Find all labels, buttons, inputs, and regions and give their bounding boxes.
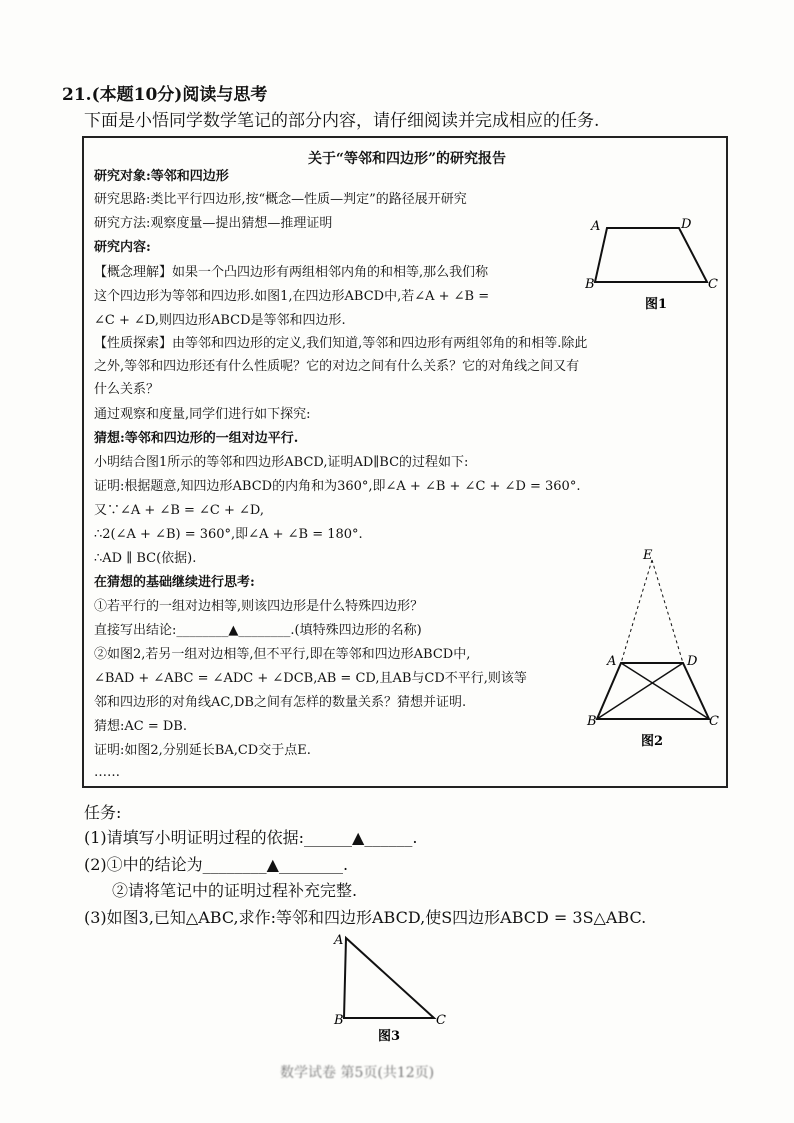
- figure-1-label: 图1: [645, 297, 668, 312]
- fig2-point-label: A: [607, 654, 617, 669]
- report-line: 又∵∠A + ∠B = ∠C + ∠D,: [94, 503, 265, 518]
- figure-2: [585, 545, 725, 755]
- report-line: 【性质探索】由等邻和四边形的定义,我们知道,等邻和四边形有两组邻角的和相等.除此: [94, 336, 588, 351]
- report-line: 猜想:等邻和四边形的一组对边平行.: [94, 431, 299, 446]
- fig2-point-label: D: [687, 654, 698, 669]
- report-line: 证明:如图2,分别延长BA,CD交于点E.: [94, 743, 311, 758]
- fig1-point-label: C: [708, 277, 718, 292]
- report-line: 在猜想的基础继续进行思考:: [94, 575, 255, 590]
- report-line: 证明:根据题意,知四边形ABCD的内角和为360°,即∠A + ∠B + ∠C + ∠D = 360°.: [94, 479, 581, 494]
- fig2-point-label: E: [643, 548, 653, 563]
- report-line: ①若平行的一组对边相等,则该四边形是什么特殊四边形？: [94, 599, 424, 614]
- fig1-point-label: B: [585, 277, 595, 292]
- report-line: 这个四边形为等邻和四边形.如图1,在四边形ABCD中,若∠A + ∠B =: [94, 289, 490, 304]
- task-2: (2)①中的结论为________▲________.: [84, 855, 349, 874]
- question-intro: 下面是小悟同学数学笔记的部分内容，请仔细阅读并完成相应的任务.: [84, 111, 600, 131]
- report-line: ∠C + ∠D,则四边形ABCD是等邻和四边形.: [94, 313, 346, 328]
- tasks-heading: 任务:: [84, 803, 122, 822]
- question-header: 21.(本题10分)阅读与思考: [62, 85, 268, 105]
- figure-3: [332, 930, 452, 1050]
- report-line: ∴AD ∥ BC(依据).: [94, 551, 197, 566]
- task-1: (1)请填写小明证明过程的依据:______▲______.: [84, 828, 418, 847]
- fig3-point-label: C: [436, 1013, 446, 1028]
- report-title: 关于“等邻和四边形”的研究报告: [307, 151, 507, 167]
- fig2-point-label: B: [587, 714, 597, 729]
- page-footer: 数学试卷 第5页(共12页): [280, 1065, 435, 1081]
- figure-1: [585, 210, 725, 320]
- figure-2-label: 图2: [641, 734, 664, 749]
- report-line: 研究对象:等邻和四边形: [94, 169, 229, 184]
- fig1-point-label: A: [591, 219, 601, 234]
- fig3-point-label: B: [334, 1013, 344, 1028]
- report-line: 猜想:AC = DB.: [94, 719, 187, 734]
- fig2-point-label: C: [709, 714, 719, 729]
- report-line: ∠BAD + ∠ABC = ∠ADC + ∠DCB,AB = CD,且AB与CD不平行,则该等: [94, 671, 527, 686]
- report-line: 直接写出结论:________▲________.(填特殊四边形的名称): [94, 623, 422, 638]
- report-line: 研究思路:类比平行四边形,按“概念—性质—判定”的路径展开研究: [94, 192, 467, 207]
- fig3-point-label: A: [334, 933, 344, 948]
- report-line: 什么关系？: [94, 382, 160, 397]
- task-2b: ②请将笔记中的证明过程补充完整.: [112, 881, 358, 900]
- report-line: ∴2(∠A + ∠B) = 360°,即∠A + ∠B = 180°.: [94, 527, 363, 542]
- report-line: ……: [94, 765, 120, 780]
- task-3: (3)如图3,已知△ABC,求作:等邻和四边形ABCD,使S四边形ABCD = 3S△ABC.: [84, 908, 647, 927]
- report-line: 之外,等邻和四边形还有什么性质呢？它的对边之间有什么关系？它的对角线之间又有: [94, 359, 580, 374]
- report-line: 【概念理解】如果一个凸四边形有两组相邻内角的和相等,那么我们称: [94, 265, 489, 280]
- report-line: ②如图2,若另一组对边相等,但不平行,即在等邻和四边形ABCD中,: [94, 647, 471, 662]
- report-line: 邻和四边形的对角线AC,DB之间有怎样的数量关系？猜想并证明.: [94, 695, 467, 710]
- report-line: 通过观察和度量,同学们进行如下探究:: [94, 407, 311, 422]
- figure-3-label: 图3: [378, 1029, 401, 1044]
- fig1-point-label: D: [681, 217, 692, 232]
- report-line: 小明结合图1所示的等邻和四边形ABCD,证明AD∥BC的过程如下:: [94, 455, 469, 470]
- report-line: 研究方法:观察度量—提出猜想—推理证明: [94, 216, 333, 231]
- report-line: 研究内容:: [94, 240, 151, 255]
